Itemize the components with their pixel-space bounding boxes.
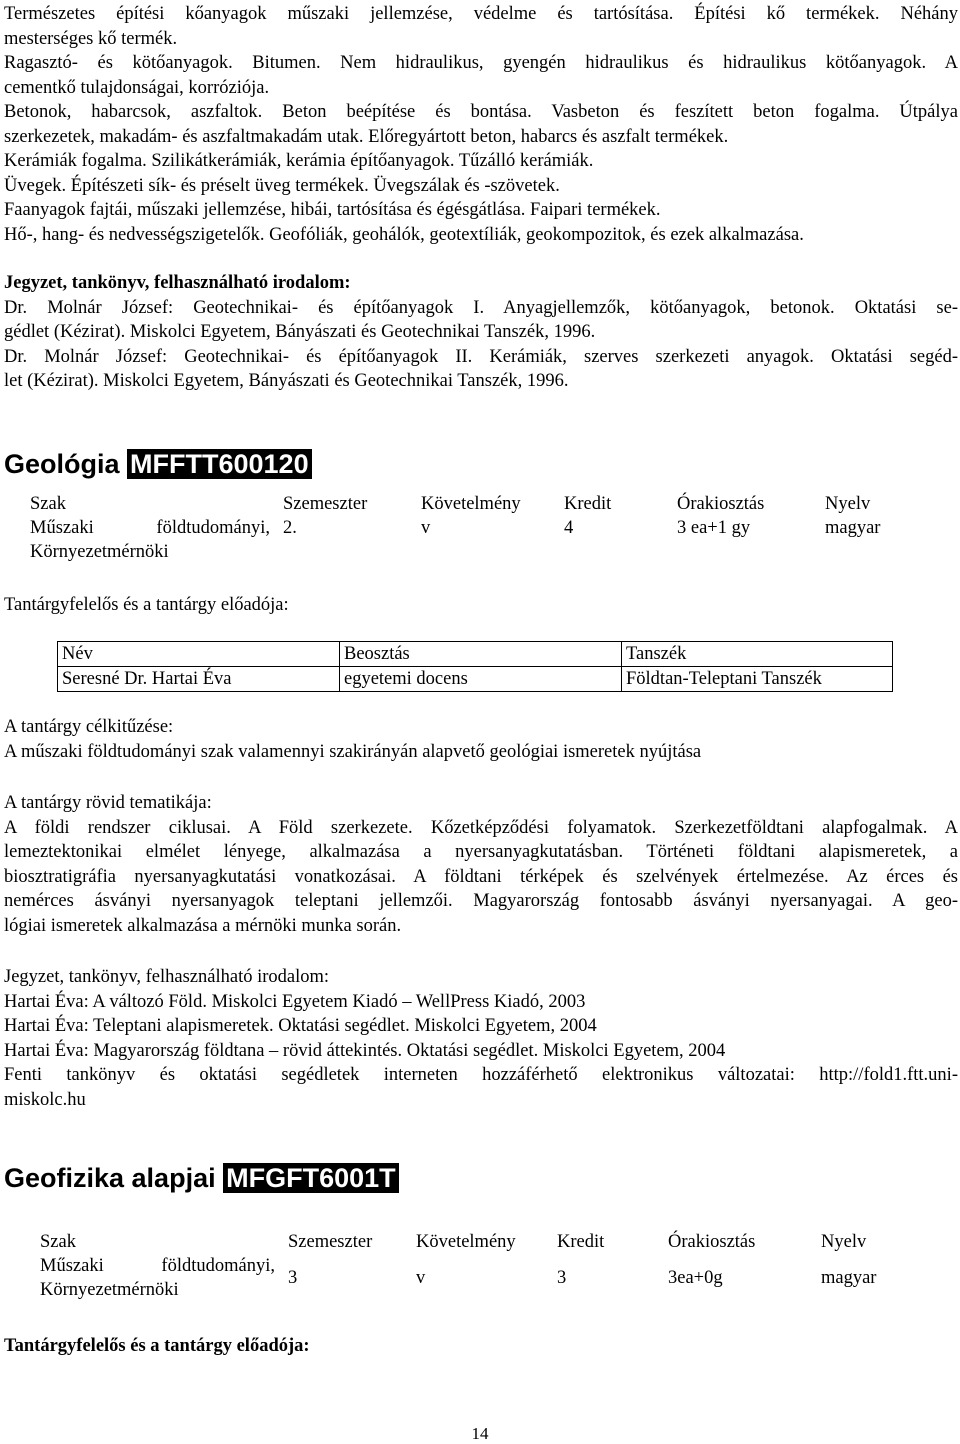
course-title xyxy=(4,1160,399,1196)
literature-line: Dr. Molnár József: Geotechnikai- és építőanyagok I. Anyagjellemzők, kötőanyagok, betonok. Oktatási se- xyxy=(4,297,958,318)
topic-line: cementkő tulajdonságai, korróziója. xyxy=(4,77,270,98)
topics-label: A tantárgy rövid tematikája: xyxy=(4,793,212,813)
cell-szemeszter: 3 xyxy=(288,1268,298,1288)
page-number: 14 xyxy=(471,1424,489,1443)
goal-text: A műszaki földtudományi szak valamennyi szakirányán alapvető geológiai ismeretek nyújtása xyxy=(4,741,702,762)
literature-line: Dr. Molnár József: Geotechnikai- és építőanyagok II. Kerámiák, szerves szerkezeti anyagok. Oktatási segéd- xyxy=(4,346,958,367)
topic-line: mesterséges kő termék. xyxy=(4,28,178,49)
staff-position: egyetemi docens xyxy=(340,667,622,692)
topics-continued xyxy=(4,2,958,247)
header-szemeszter: Szemeszter xyxy=(283,494,368,514)
literature-block xyxy=(4,271,958,394)
header-kovetelmeny: Követelmény xyxy=(421,494,521,514)
header-nyelv: Nyelv xyxy=(821,1232,867,1252)
header-nyelv: Nyelv xyxy=(825,494,871,514)
staff-header-beosztas: Beosztás xyxy=(340,642,622,667)
responsible-label: Tantárgyfelelős és a tantárgy előadója: xyxy=(4,1336,310,1356)
header-szemeszter: Szemeszter xyxy=(288,1232,373,1252)
cell-orakiosztas: 3ea+0g xyxy=(668,1268,723,1288)
cell-szak: Műszaki földtudományi, Környezetmérnöki xyxy=(30,518,270,562)
header-orakiosztas: Órakiosztás xyxy=(668,1232,756,1252)
literature-line: Hartai Éva: Teleptani alapismeretek. Oktatási segédlet. Miskolci Egyetem, 2004 xyxy=(4,1016,597,1036)
course-code: MFGFT6001T xyxy=(223,1163,399,1193)
header-orakiosztas: Órakiosztás xyxy=(677,494,765,514)
staff-table xyxy=(57,641,893,692)
header-kovetelmeny: Követelmény xyxy=(416,1232,516,1252)
goal-label: A tantárgy célkitűzése: xyxy=(4,717,174,737)
topic-line: A földi rendszer ciklusai. A Föld szerkezete. Kőzetképződési folyamatok. Szerkezetföldtani alapfogalmak. A xyxy=(4,817,958,838)
header-szak: Szak xyxy=(40,1232,76,1252)
responsible-label: Tantárgyfelelős és a tantárgy előadója: xyxy=(4,595,289,615)
literature-heading: Jegyzet, tankönyv, felhasználható irodalom: xyxy=(4,273,351,293)
header-szak: Szak xyxy=(30,494,66,514)
cell-szak: Műszaki földtudományi, Környezetmérnöki xyxy=(40,1256,275,1300)
literature-line: Fenti tankönyv és oktatási segédletek interneten hozzáférhető elektronikus változatai: http://fold1.ftt.uni- xyxy=(4,1065,958,1085)
course-name: Geológia xyxy=(4,449,120,479)
literature-label: Jegyzet, tankönyv, felhasználható irodalom: xyxy=(4,967,330,987)
cell-kredit: 4 xyxy=(564,518,574,538)
topic-line: Természetes építési kőanyagok műszaki jellemzése, védelme és tartósítása. Építési kő termékek. Néhány xyxy=(4,4,958,24)
literature-line: Hartai Éva: Magyarország földtana – rövid áttekintés. Oktatási segédlet. Miskolci Egyetem, 2004 xyxy=(4,1040,726,1061)
literature-line: let (Kézirat). Miskolci Egyetem, Bányászati és Geotechnikai Tanszék, 1996. xyxy=(4,371,569,391)
literature-line: Hartai Éva: A változó Föld. Miskolci Egyetem Kiadó – WellPress Kiadó, 2003 xyxy=(4,991,586,1012)
staff-header-nev: Név xyxy=(58,642,340,667)
course-code: MFFTT600120 xyxy=(127,449,312,479)
staff-header-tanszek: Tanszék xyxy=(622,642,893,667)
topic-line: Faanyagok fajtái, műszaki jellemzése, hibái, tartósítása és égésgátlása. Faipari termékek. xyxy=(4,200,661,220)
topic-line: Ragasztó- és kötőanyagok. Bitumen. Nem hidraulikus, gyengén hidraulikus és hidraulikus kötőanyagok. A xyxy=(4,53,958,73)
topic-line: Hő-, hang- és nedvességszigetelők. Geofóliák, geohálók, geotextíliák, geokompozitok, és ezek alkalmazása. xyxy=(4,224,804,245)
cell-kovetelmeny: v xyxy=(421,518,431,538)
topic-line: biosztratigráfia nyersanyagkutatási vonatkozásai. A földtani térképek és szelvények értelmezése. Az érces és xyxy=(4,866,958,887)
cell-kovetelmeny: v xyxy=(416,1268,426,1288)
topics-block xyxy=(4,791,958,938)
literature-line: miskolc.hu xyxy=(4,1089,86,1110)
topic-line: Betonok, habarcsok, aszfaltok. Beton beépítése és bontása. Vasbeton és feszített beton fogalma. Útpálya xyxy=(4,102,958,122)
course-name: Geofizika alapjai xyxy=(4,1163,216,1193)
topic-line: lógiai ismeretek alkalmazása a mérnöki munka során. xyxy=(4,915,402,936)
course-literature-block xyxy=(4,965,958,1112)
course-info-table xyxy=(26,492,884,564)
cell-kredit: 3 xyxy=(557,1268,567,1288)
cell-szemeszter: 2. xyxy=(283,518,297,538)
topic-line: nemérces ásványi nyersanyagok teleptani jellemzői. Magyarország fontosabb ásványi nyersanyagai. A geo- xyxy=(4,891,958,911)
cell-orakiosztas: 3 ea+1 gy xyxy=(677,518,751,538)
literature-line: gédlet (Kézirat). Miskolci Egyetem, Bányászati és Geotechnikai Tanszék, 1996. xyxy=(4,322,596,342)
topic-line: Üvegek. Építészeti sík- és préselt üveg termékek. Üvegszálak és -szövetek. xyxy=(4,175,560,196)
topic-line: Kerámiák fogalma. Szilikátkerámiák, kerámia építőanyagok. Tűzálló kerámiák. xyxy=(4,151,594,171)
topic-line: lemeztektonikai elmélet lényege, alkalmazása a nyersanyagkutatásban. Történeti földtani alapismeretek, a xyxy=(4,842,958,862)
course-title xyxy=(4,446,312,482)
header-kredit: Kredit xyxy=(564,494,612,514)
course-info-table xyxy=(36,1230,880,1302)
topic-line: szerkezetek, makadám- és aszfaltmakadám utak. Előregyártott beton, habarcs és aszfalt termékek. xyxy=(4,126,729,147)
cell-nyelv: magyar xyxy=(825,518,881,538)
cell-nyelv: magyar xyxy=(821,1268,877,1288)
goal-block xyxy=(4,715,958,764)
header-kredit: Kredit xyxy=(557,1232,605,1252)
staff-name: Seresné Dr. Hartai Éva xyxy=(58,667,340,692)
staff-department: Földtan-Teleptani Tanszék xyxy=(622,667,893,692)
